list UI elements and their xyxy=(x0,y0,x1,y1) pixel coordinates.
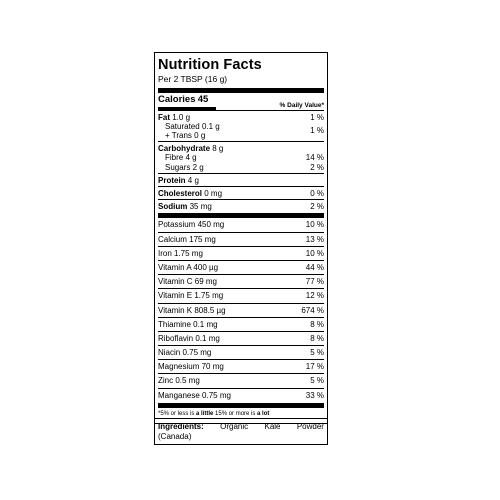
carb-label: Carbohydrate xyxy=(158,144,211,154)
micro-label: Manganese 0.75 mg xyxy=(158,390,231,400)
sat-trans-pct: 1 % xyxy=(310,126,324,136)
list-item xyxy=(158,303,324,317)
ingredient-word: Powder xyxy=(296,422,324,431)
micro-label: Iron 1.75 mg xyxy=(158,248,203,258)
micro-pct: 12 % xyxy=(305,291,324,301)
cholesterol-pct: 0 % xyxy=(310,189,324,198)
micro-label: Vitamin K 808.5 µg xyxy=(158,305,226,315)
trans-label: + Trans xyxy=(165,131,192,141)
carbohydrate-group xyxy=(158,141,324,173)
micro-pct: 13 % xyxy=(305,234,324,244)
sodium-row xyxy=(158,199,324,212)
micro-label: Niacin 0.75 mg xyxy=(158,348,212,358)
ingredient-word: Organic xyxy=(220,422,249,431)
list-item xyxy=(158,388,324,402)
micro-label: Zinc 0.5 mg xyxy=(158,376,200,386)
micro-label: Vitamin C 69 mg xyxy=(158,277,217,287)
micro-pct: 10 % xyxy=(305,220,324,230)
fat-label: Fat xyxy=(158,112,170,122)
saturated-amount: 0.1 g xyxy=(201,121,220,131)
footnote-part: *5% or less is xyxy=(158,410,197,417)
carb-amount: 8 g xyxy=(212,144,224,154)
calories-label: Calories xyxy=(158,93,196,105)
list-item xyxy=(158,359,324,373)
ingredient-word: Kale xyxy=(264,422,281,431)
micro-pct: 8 % xyxy=(310,333,324,343)
calories-underline xyxy=(158,107,216,110)
label-title: Nutrition Facts xyxy=(158,57,262,73)
saturated-label: Saturated xyxy=(165,121,200,131)
micro-label: Potassium 450 mg xyxy=(158,220,225,230)
ingredients-box xyxy=(154,418,328,445)
list-item xyxy=(158,260,324,274)
footnote-part: a little xyxy=(196,410,214,417)
fat-amount: 1.0 g xyxy=(172,112,191,122)
calories-value: 45 xyxy=(197,93,209,105)
micro-pct: 77 % xyxy=(305,277,324,287)
micro-pct: 33 % xyxy=(305,390,324,400)
micro-label: Thiamine 0.1 mg xyxy=(158,319,218,329)
calories-row xyxy=(158,95,324,110)
fibre-amount: 4 g xyxy=(185,153,197,163)
ingredients-label: Ingredients: xyxy=(158,422,204,431)
micro-label: Vitamin E 1.75 mg xyxy=(158,291,224,301)
micro-pct: 674 % xyxy=(301,305,324,315)
list-item xyxy=(158,373,324,387)
micro-pct: 44 % xyxy=(305,262,324,272)
list-item xyxy=(158,317,324,331)
micro-pct: 5 % xyxy=(310,376,324,386)
micronutrient-list xyxy=(158,218,324,401)
protein-label: Protein xyxy=(158,175,186,185)
cholesterol-label: Cholesterol xyxy=(158,189,203,198)
list-item xyxy=(158,274,324,288)
trans-amount: 0 g xyxy=(194,131,206,141)
footnote-part: 15% or more is xyxy=(213,410,258,417)
protein-amount: 4 g xyxy=(187,175,199,185)
list-item xyxy=(158,331,324,345)
thick-divider xyxy=(158,88,324,93)
list-item xyxy=(158,345,324,359)
list-item xyxy=(158,246,324,260)
sodium-amount: 35 mg xyxy=(189,202,212,212)
micro-label: Vitamin A 400 µg xyxy=(158,262,219,272)
micro-pct: 17 % xyxy=(305,362,324,372)
serving-size: Per 2 TBSP (16 g) xyxy=(158,74,228,84)
cholesterol-row xyxy=(158,186,324,199)
list-item xyxy=(158,288,324,302)
micro-label: Riboflavin 0.1 mg xyxy=(158,333,220,343)
micro-label: Magnesium 70 mg xyxy=(158,362,224,372)
sugars-pct: 2 % xyxy=(310,162,324,172)
footnote-part: a lot xyxy=(257,410,270,417)
protein-row xyxy=(158,173,324,186)
fat-group xyxy=(158,110,324,142)
fat-pct: 1 % xyxy=(310,112,324,122)
sodium-label: Sodium xyxy=(158,202,188,212)
micro-pct: 5 % xyxy=(310,348,324,358)
fibre-pct: 14 % xyxy=(305,153,324,163)
daily-value-header: % Daily Value* xyxy=(279,102,324,110)
list-item xyxy=(158,232,324,246)
ingredient-origin: (Canada) xyxy=(158,431,192,441)
fibre-label: Fibre xyxy=(165,153,184,163)
sugars-amount: 2 g xyxy=(192,162,204,172)
nutrition-facts-panel xyxy=(154,52,328,424)
micro-label: Calcium 175 mg xyxy=(158,234,216,244)
micro-pct: 8 % xyxy=(310,319,324,329)
cholesterol-amount: 0 mg xyxy=(204,189,223,198)
sodium-pct: 2 % xyxy=(310,202,324,212)
list-item xyxy=(158,218,324,231)
sugars-label: Sugars xyxy=(165,162,191,172)
micro-pct: 10 % xyxy=(305,248,324,258)
